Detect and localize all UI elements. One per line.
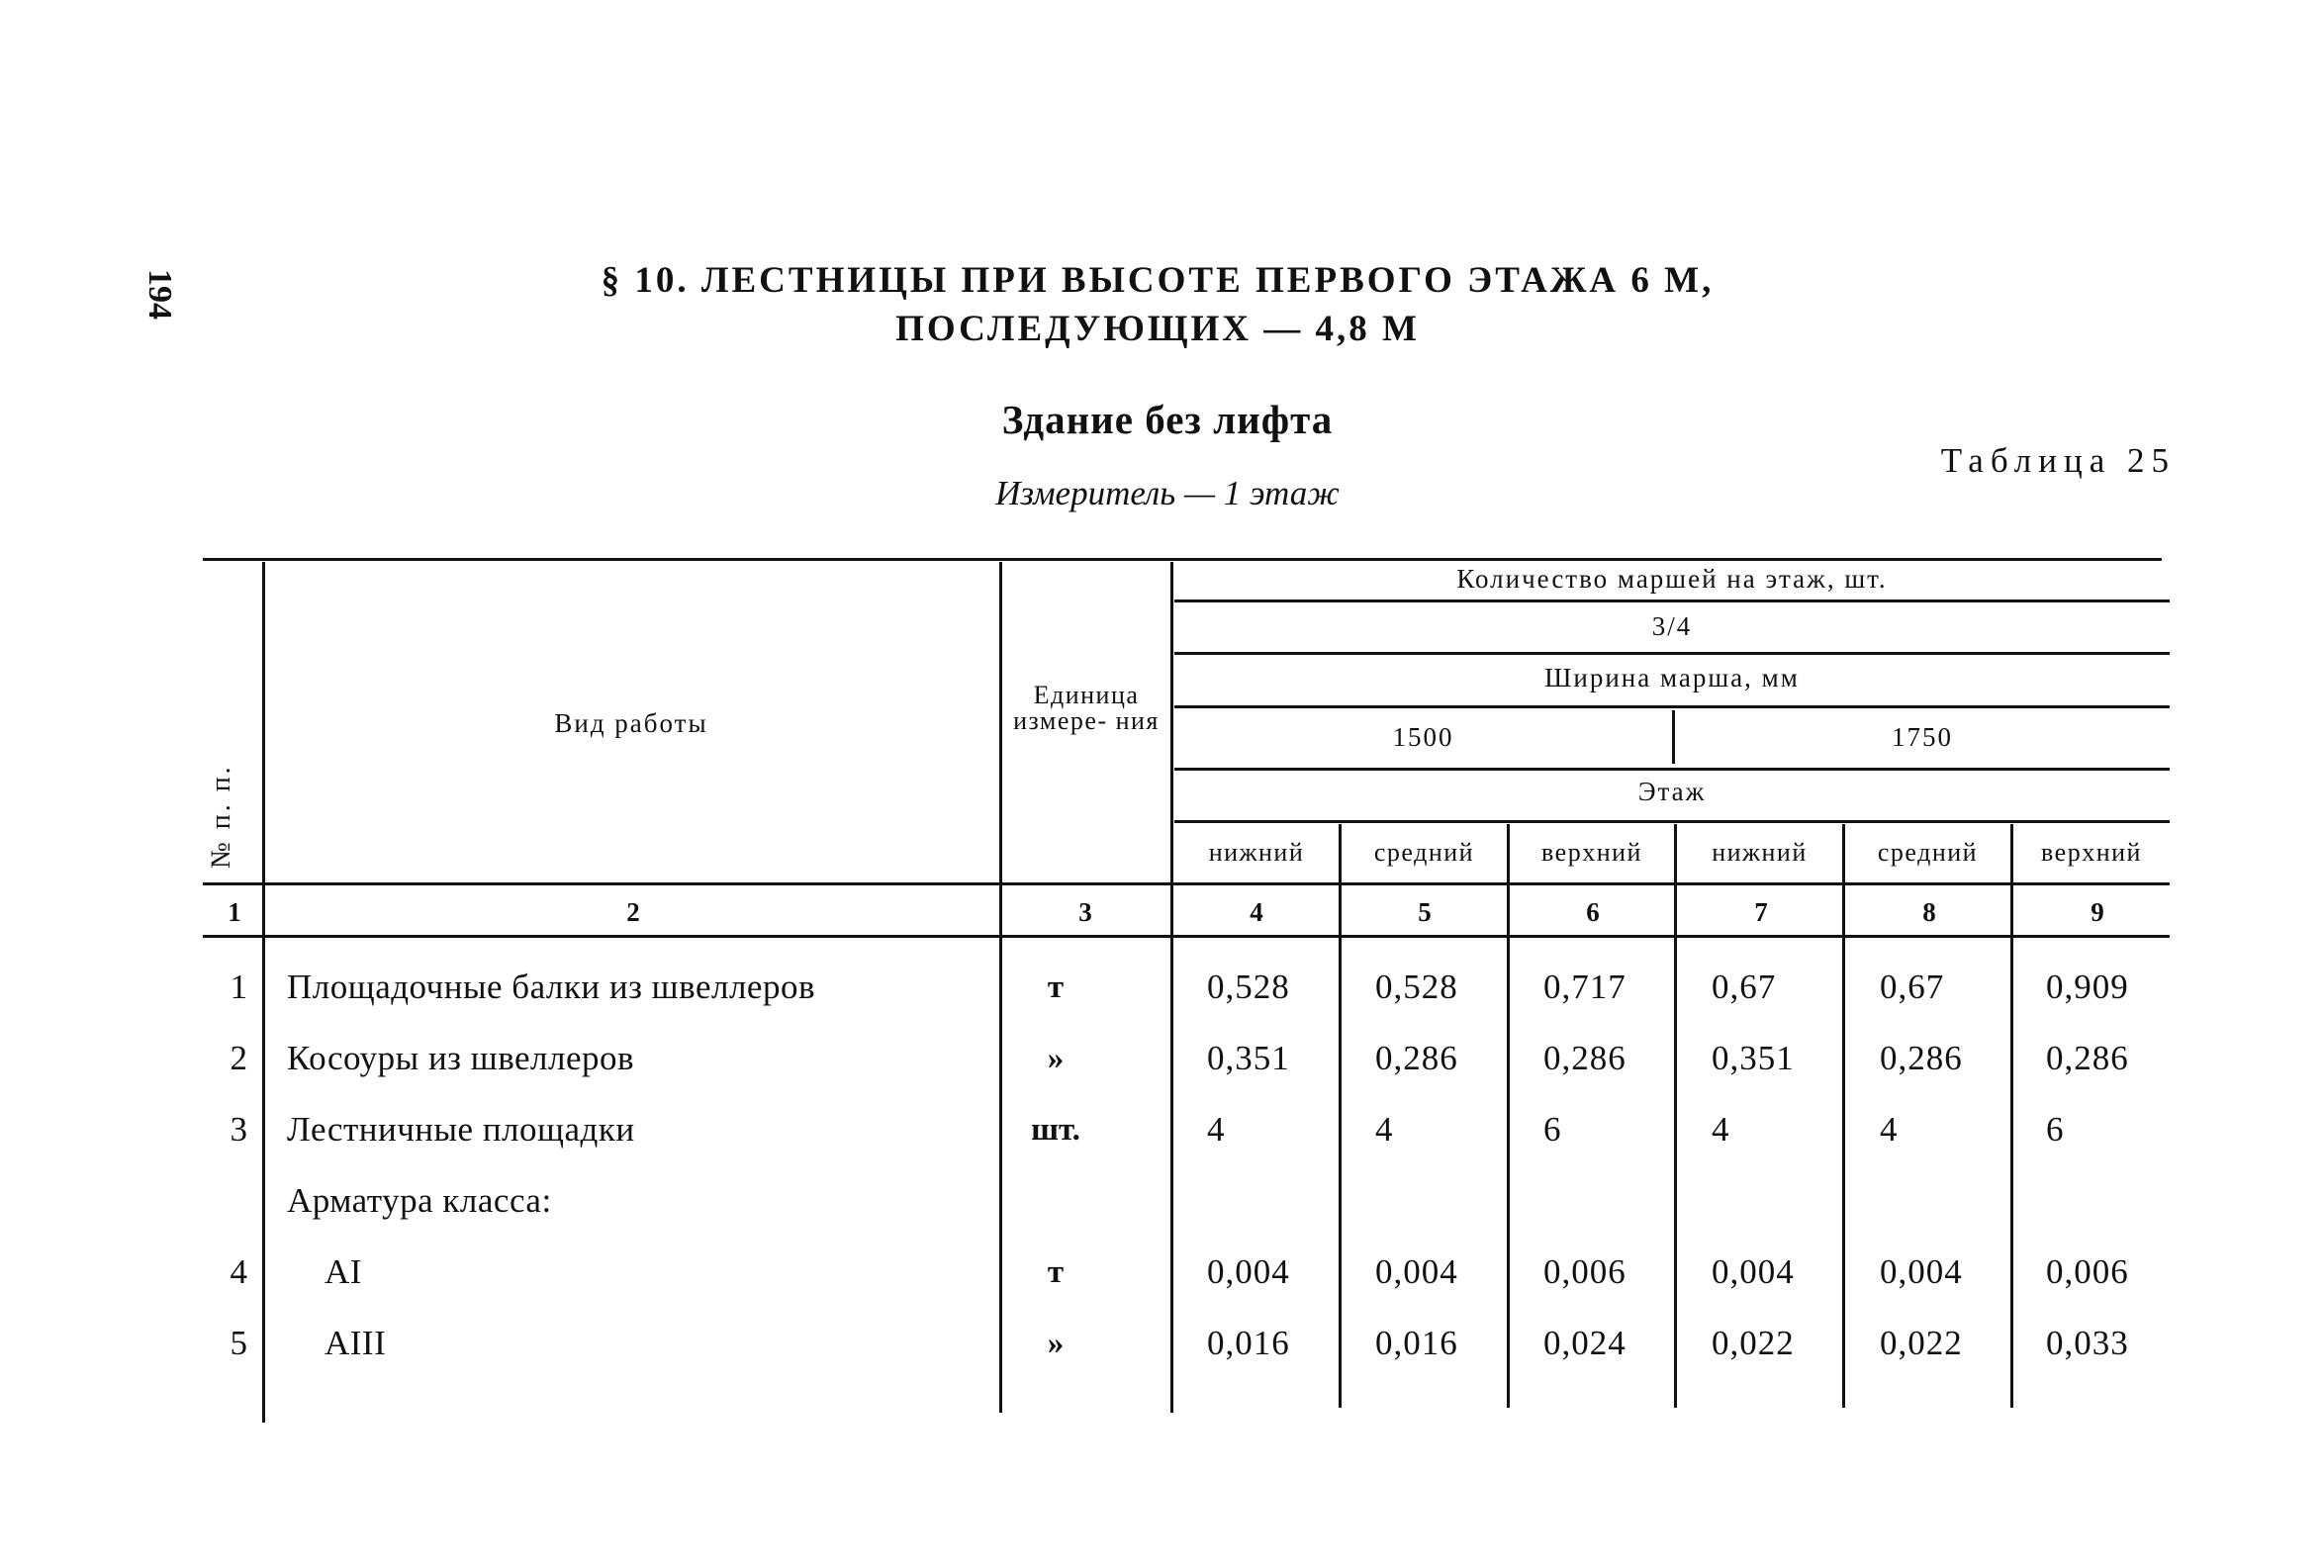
table-label: Таблица 25 bbox=[1940, 441, 2176, 480]
section-title-line2: ПОСЛЕДУЮЩИХ — 4,8 М bbox=[895, 309, 1420, 349]
col-number: 1 bbox=[228, 897, 241, 927]
row-value: 0,004 bbox=[1207, 1252, 1290, 1291]
row-value: 0,024 bbox=[1543, 1324, 1627, 1362]
row-unit: » bbox=[1047, 1041, 1065, 1076]
col-rule-7 bbox=[1842, 824, 1845, 1408]
row-value: 0,016 bbox=[1207, 1324, 1290, 1362]
col-number: 7 bbox=[1754, 897, 1768, 927]
row-number: 2 bbox=[230, 1039, 247, 1077]
rule-under-widths bbox=[1174, 768, 2170, 771]
table-top-rule bbox=[203, 558, 2162, 561]
row-work-name: AIII bbox=[325, 1324, 387, 1362]
col-number: 8 bbox=[1922, 897, 1936, 927]
row-number: 1 bbox=[230, 968, 247, 1006]
row-work-name: AI bbox=[325, 1252, 362, 1291]
row-value: 0,528 bbox=[1375, 968, 1458, 1006]
row-value: 0,004 bbox=[1712, 1252, 1795, 1291]
header-floor-middle-2: средний bbox=[1877, 838, 1979, 867]
header-unit: Единица измере- ния bbox=[1013, 681, 1160, 735]
row-value: 0,022 bbox=[1712, 1324, 1795, 1362]
rule-under-col-numbers bbox=[203, 935, 2170, 938]
row-value: 0,004 bbox=[1880, 1252, 1963, 1291]
row-value: 0,286 bbox=[1880, 1039, 1963, 1077]
row-work-name: Арматура класса: bbox=[287, 1181, 552, 1220]
col-rule-4 bbox=[1339, 824, 1342, 1408]
rule-under-marches-value bbox=[1174, 652, 2170, 655]
rule-under-floors bbox=[203, 882, 2170, 885]
row-value: 0,286 bbox=[1543, 1039, 1627, 1077]
header-floor-lower-2: нижний bbox=[1712, 838, 1808, 867]
col-rule-8 bbox=[2010, 824, 2013, 1408]
row-value: 6 bbox=[1543, 1110, 1562, 1149]
row-value: 0,006 bbox=[1543, 1252, 1627, 1291]
row-value: 4 bbox=[1880, 1110, 1899, 1149]
row-value: 0,717 bbox=[1543, 968, 1627, 1006]
section-title-line1: § 10. ЛЕСТНИЦЫ ПРИ ВЫСОТЕ ПЕРВОГО ЭТАЖА 6 М, bbox=[601, 260, 1715, 301]
row-value: 0,006 bbox=[2046, 1252, 2129, 1291]
row-unit: т bbox=[1047, 1254, 1065, 1290]
row-work-name: Площадочные балки из швеллеров bbox=[287, 968, 815, 1006]
header-floor: Этаж bbox=[1637, 777, 1707, 806]
col-number: 2 bbox=[626, 897, 640, 927]
col-number: 6 bbox=[1586, 897, 1600, 927]
building-subtitle: Здание без лифта bbox=[1001, 397, 1334, 442]
col-number: 5 bbox=[1418, 897, 1432, 927]
measure-unit: Измеритель — 1 этаж bbox=[995, 474, 1340, 512]
row-value: 0,004 bbox=[1375, 1252, 1458, 1291]
rule-under-floor bbox=[1174, 820, 2170, 823]
header-floor-middle-1: средний bbox=[1373, 838, 1475, 867]
header-floor-upper-2: верхний bbox=[2041, 838, 2142, 867]
row-number: 3 bbox=[230, 1110, 247, 1149]
row-value: 0,351 bbox=[1207, 1039, 1290, 1077]
header-marches-count: Количество маршей на этаж, шт. bbox=[1456, 564, 1888, 594]
header-width-1750: 1750 bbox=[1892, 722, 1953, 752]
row-value: 0,022 bbox=[1880, 1324, 1963, 1362]
col-number: 3 bbox=[1078, 897, 1092, 927]
header-floor-lower-1: нижний bbox=[1208, 838, 1305, 867]
col-number: 9 bbox=[2091, 897, 2104, 927]
page-number: 194 bbox=[141, 269, 178, 320]
header-marches-value: 3/4 bbox=[1651, 611, 1693, 641]
row-value: 0,909 bbox=[2046, 968, 2129, 1006]
header-work-type: Вид работы bbox=[554, 708, 708, 738]
row-value: 4 bbox=[1375, 1110, 1394, 1149]
row-value: 0,016 bbox=[1375, 1324, 1458, 1362]
row-value: 0,351 bbox=[1712, 1039, 1795, 1077]
header-floor-upper-1: верхний bbox=[1541, 838, 1642, 867]
row-unit: » bbox=[1047, 1326, 1065, 1361]
row-value: 0,528 bbox=[1207, 968, 1290, 1006]
row-value: 0,286 bbox=[1375, 1039, 1458, 1077]
col-rule-1 bbox=[262, 562, 265, 1423]
header-march-width: Ширина марша, мм bbox=[1544, 663, 1800, 692]
col-number: 4 bbox=[1250, 897, 1263, 927]
col-rule-5 bbox=[1507, 824, 1510, 1408]
row-value: 6 bbox=[2046, 1110, 2065, 1149]
row-value: 0,67 bbox=[1712, 968, 1777, 1006]
col-rule-2 bbox=[999, 562, 1002, 1413]
row-value: 0,286 bbox=[2046, 1039, 2129, 1077]
row-value: 4 bbox=[1712, 1110, 1730, 1149]
col-rule-6 bbox=[1674, 824, 1677, 1408]
row-unit: шт. bbox=[1031, 1112, 1080, 1148]
row-work-name: Лестничные площадки bbox=[287, 1110, 635, 1149]
row-number: 4 bbox=[230, 1252, 247, 1291]
row-value: 0,033 bbox=[2046, 1324, 2129, 1362]
row-unit: т bbox=[1047, 969, 1065, 1005]
row-number: 5 bbox=[230, 1324, 247, 1362]
rule-under-marches-count bbox=[1174, 600, 2170, 602]
row-value: 4 bbox=[1207, 1110, 1226, 1149]
row-value: 0,67 bbox=[1880, 968, 1945, 1006]
col-rule-3 bbox=[1170, 562, 1173, 1413]
header-row-number: № п. п. bbox=[206, 764, 236, 869]
row-work-name: Косоуры из швеллеров bbox=[287, 1039, 635, 1077]
rule-under-march-width bbox=[1174, 705, 2170, 708]
header-width-1500: 1500 bbox=[1392, 722, 1454, 752]
